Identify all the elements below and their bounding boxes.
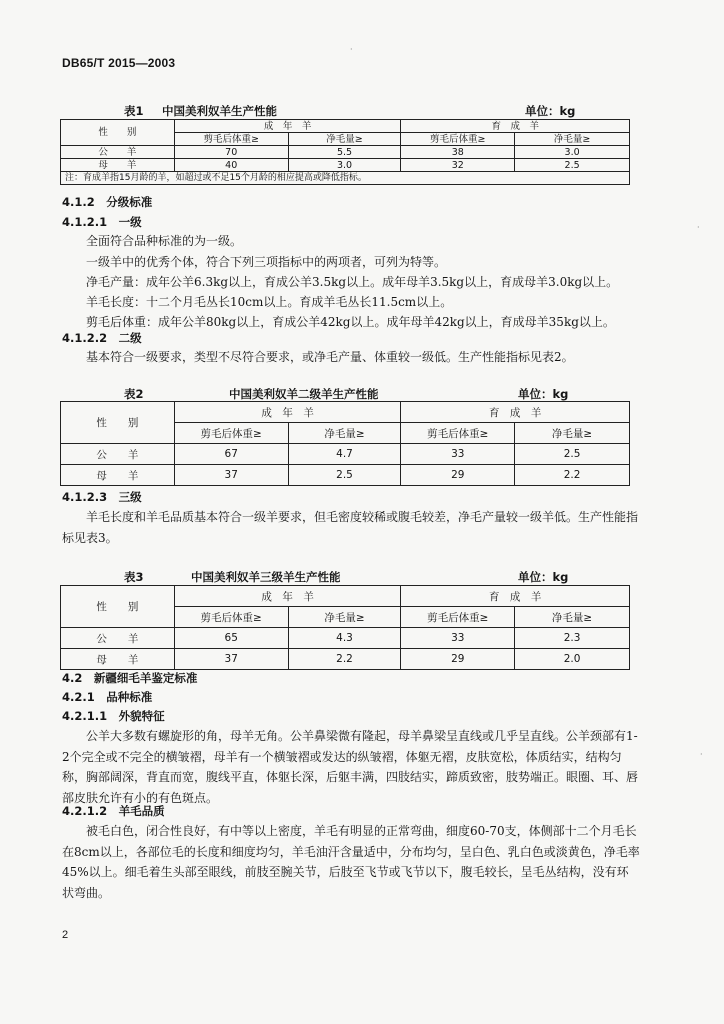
table3-unit: 单位：kg [518,570,569,584]
table-cell: 70 [174,146,288,159]
table3-subheader-weight: 剪毛后体重≥ [174,607,288,628]
paragraph: 基本符合一级要求，类型不尽符合要求，或净毛产量、体重较一级低。生产性能指标见表2。 [86,350,574,364]
section-heading-4-1-2-3: 4.1.2.3 三级 [62,490,142,504]
table1-header-sex: 性 别 [61,120,175,146]
table-cell-sex: 公 羊 [61,444,175,465]
table3-subheader-wool: 净毛量≥ [288,607,401,628]
table-cell: 29 [401,649,515,670]
section-heading-4-1-2-2: 4.1.2.2 二级 [62,331,142,345]
table2 [60,401,630,486]
table-cell: 3.0 [515,146,630,159]
table2-header-adult: 成 年 羊 [174,402,401,423]
table3-header-young: 育 成 羊 [401,586,630,607]
table-cell: 4.7 [288,444,401,465]
table-cell: 3.0 [288,159,401,172]
table1-label: 表1 [124,104,144,118]
table3-title: 中国美利奴羊三级羊生产性能 [191,570,341,584]
table-cell: 29 [401,465,515,486]
table-cell-sex: 公 羊 [61,628,175,649]
table-cell: 5.5 [288,146,401,159]
table-cell: 37 [174,465,288,486]
scan-speck: · [700,750,703,759]
table1-title: 中国美利奴羊生产性能 [162,104,277,118]
table-cell: 4.3 [288,628,401,649]
table-row [61,465,630,486]
table-row [61,444,630,465]
table3-header-adult: 成 年 羊 [174,586,401,607]
table1-subheader-wool: 净毛量≥ [288,133,401,146]
table-cell: 2.0 [515,649,630,670]
table-cell: 40 [174,159,288,172]
table3-header-sex: 性 别 [61,586,175,628]
table1-header-young: 育 成 羊 [401,120,630,133]
paragraph: 一级羊中的优秀个体，符合下列三项指标中的两项者，可列为特等。 [86,255,447,269]
document-code: DB65/T 2015—2003 [62,56,176,70]
table1-header-adult: 成 年 羊 [174,120,401,133]
table1-unit: 单位：kg [525,104,576,118]
table1-note: 注：育成羊指15月龄的羊，如超过或不足15个月龄的相应提高或降低指标。 [61,172,630,185]
table-cell: 67 [174,444,288,465]
table-row [61,146,630,159]
table2-label: 表2 [124,387,144,401]
section-heading-4-2-1-1: 4.2.1.1 外貌特征 [62,709,165,723]
table2-subheader-wool: 净毛量≥ [288,423,401,444]
table-cell: 33 [401,628,515,649]
paragraph: 羊毛长度和羊毛品质基本符合一级羊要求，但毛密度较稀或腹毛较差，净毛产量较一级羊低。生产性能指标见表3。 [62,510,639,545]
table2-subheader-wool: 净毛量≥ [515,423,630,444]
table1-subheader-wool: 净毛量≥ [515,133,630,146]
paragraph: 剪毛后体重：成年公羊80kg以上，育成公羊42kg以上。成年母羊42kg以上，育成母羊35kg以上。 [86,315,615,329]
table-cell: 2.2 [515,465,630,486]
table-cell: 2.2 [288,649,401,670]
table-cell: 32 [401,159,515,172]
paragraph: 羊毛长度：十二个月毛丛长10cm以上。育成羊毛丛长11.5cm以上。 [86,295,453,309]
table-cell: 2.5 [515,444,630,465]
table-cell-sex: 母 羊 [61,159,175,172]
paragraph: 被毛白色，闭合性良好，有中等以上密度，羊毛有明显的正常弯曲，细度60-70支，体侧部十二个月毛长在8cm以上，各部位毛的长度和细度均匀，羊毛油汗含量适中，分布均匀，呈白色、乳白色或淡黄色，净毛率45%以上。细毛着生头部至眼线，前肢至腕关节，后肢至飞节或飞节以下，腹毛较长，呈毛丛结构，没有环状弯曲。 [62,824,640,900]
table-row [61,159,630,172]
table-cell: 2.3 [515,628,630,649]
table-row [61,628,630,649]
table-cell: 2.5 [288,465,401,486]
scan-speck: · [697,223,700,232]
table3 [60,585,630,670]
table-cell-sex: 母 羊 [61,465,175,486]
scan-speck: · [350,45,353,54]
table3-subheader-weight: 剪毛后体重≥ [401,607,515,628]
table1 [60,119,630,185]
table3-subheader-wool: 净毛量≥ [515,607,630,628]
section-heading-4-2-1-2: 4.2.1.2 羊毛品质 [62,804,165,818]
table2-header-sex: 性 别 [61,402,175,444]
table-cell: 65 [174,628,288,649]
paragraph: 全面符合品种标准的为一级。 [86,234,243,248]
table3-label: 表3 [124,570,144,584]
table2-subheader-weight: 剪毛后体重≥ [401,423,515,444]
table-cell: 33 [401,444,515,465]
table2-title: 中国美利奴羊二级羊生产性能 [229,387,379,401]
table-cell: 37 [174,649,288,670]
paragraph: 净毛产量：成年公羊6.3kg以上，育成公羊3.5kg以上。成年母羊3.5kg以上，育成母羊3.0kg以上。 [86,275,619,289]
table1-subheader-weight: 剪毛后体重≥ [401,133,515,146]
table-cell-sex: 母 羊 [61,649,175,670]
table2-header-young: 育 成 羊 [401,402,630,423]
section-heading-4-2: 4.2 新疆细毛羊鉴定标准 [62,671,198,685]
page-number: 2 [62,929,69,941]
section-heading-4-2-1: 4.2.1 品种标准 [62,690,153,704]
table1-subheader-weight: 剪毛后体重≥ [174,133,288,146]
section-heading-4-1-2: 4.1.2 分级标准 [62,195,153,209]
table2-unit: 单位：kg [518,387,569,401]
table2-subheader-weight: 剪毛后体重≥ [174,423,288,444]
table-cell: 38 [401,146,515,159]
paragraph: 公羊大多数有螺旋形的角，母羊无角。公羊鼻梁微有隆起，母羊鼻梁呈直线或几乎呈直线。公羊颈部有1-2个完全或不完全的横皱褶，母羊有一个横皱褶或发达的纵皱褶，体躯无褶，皮肤宽松，体质结实，结构匀称，胸部阔深，背直而宽，腹线平直，体躯长深，后躯丰满，四肢结实，蹄质致密，肢势端正。眼圈、耳、唇部皮肤允许有小的有色斑点。 [62,729,639,805]
section-heading-4-1-2-1: 4.1.2.1 一级 [62,215,142,229]
table-cell-sex: 公 羊 [61,146,175,159]
table-cell: 2.5 [515,159,630,172]
table-row [61,649,630,670]
